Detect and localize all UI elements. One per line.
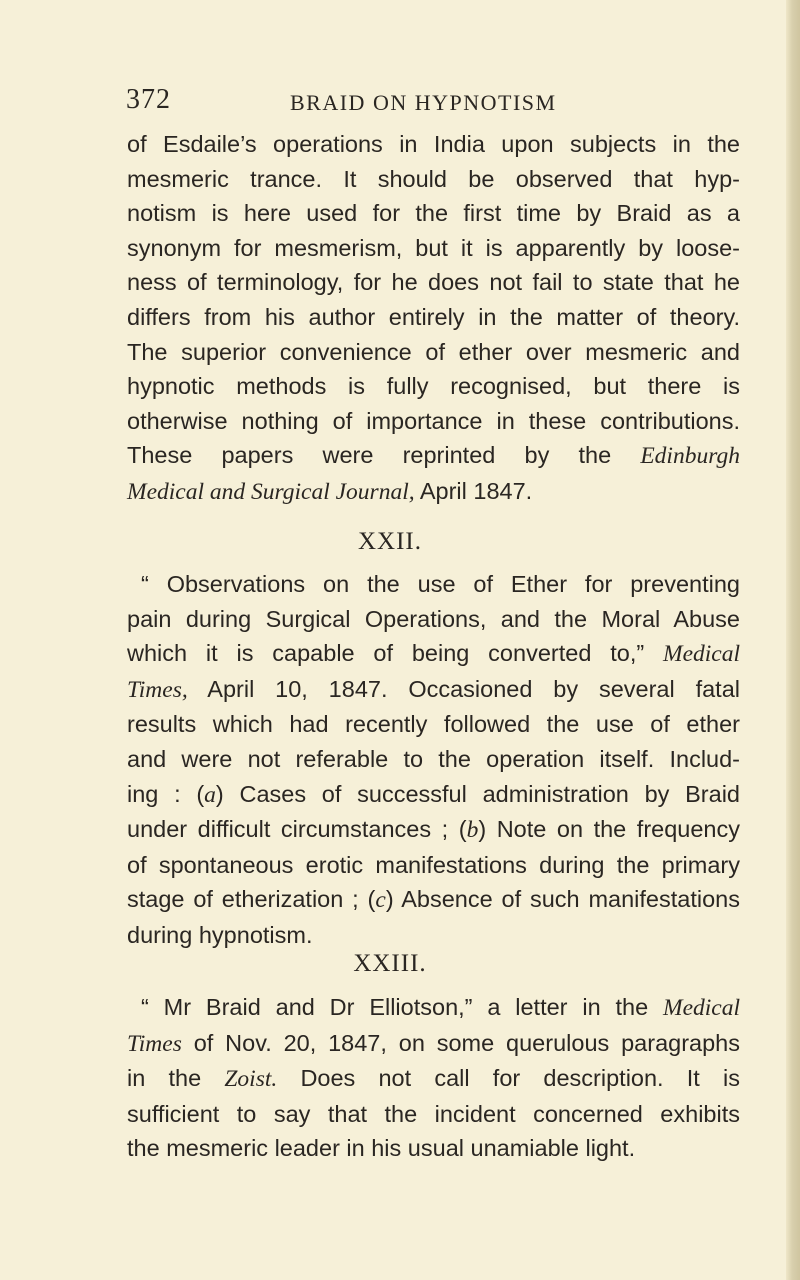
paragraph-esdaile	[127, 127, 740, 510]
text-fragment: These papers were reprinted by the	[127, 442, 641, 469]
text-fragment: ing : (	[127, 780, 205, 807]
item-label-b: b	[466, 817, 479, 844]
text-line: synonym for mesmerism, but it is apparently by loose-	[127, 234, 740, 261]
text-fragment: stage of etherization ; (	[127, 886, 376, 913]
text-line: pain during Surgical Operations, and the Moral Abuse	[127, 605, 740, 632]
text-fragment: under difficult circumstances ; (	[127, 816, 467, 843]
text-line: The superior convenience of ether over mesmeric and	[127, 338, 740, 365]
journal-title: Zoist.	[224, 1066, 278, 1093]
text-line	[127, 438, 740, 474]
section-heading-xxii: XXII.	[357, 528, 422, 555]
journal-title: Medical	[663, 995, 740, 1021]
item-label-c: c	[375, 887, 386, 914]
text-line	[127, 812, 740, 848]
text-line: the mesmeric leader in his usual unamiable light.	[127, 1135, 636, 1162]
text-line: ness of terminology, for he does not fail to state that he	[127, 269, 740, 296]
text-fragment: “ Mr Braid and Dr Elliotson,” a letter in the	[141, 994, 663, 1020]
text-line: results which had recently followed the use of ether	[127, 711, 740, 738]
journal-title: Edinburgh	[640, 443, 740, 470]
page-number: 372	[126, 84, 171, 115]
item-label-a: a	[204, 781, 216, 808]
section-heading-xxiii: XXIII.	[353, 950, 427, 977]
text-line: otherwise nothing of importance in these contributions.	[127, 407, 740, 434]
journal-title: Times,	[127, 676, 188, 703]
running-head: BRAID ON HYPNOTISM	[290, 90, 557, 115]
text-fragment: which it is capable of being converted to,”	[127, 640, 663, 667]
text-line	[127, 474, 740, 510]
text-line	[127, 882, 740, 918]
text-line	[127, 777, 740, 813]
text-line: hypnotic methods is fully recognised, but there is	[127, 373, 740, 400]
publication-date: April 1847.	[414, 477, 533, 504]
text-line	[127, 1061, 740, 1097]
text-line	[127, 672, 740, 708]
text-fragment: Does not call for description. It is	[277, 1065, 740, 1092]
text-line: during hypnotism.	[127, 921, 313, 948]
text-line: notism is here used for the first time by Braid as a	[127, 200, 740, 227]
page-edge-shadow	[786, 0, 800, 1280]
paragraph-xxii	[127, 567, 740, 953]
text-line	[127, 990, 740, 1026]
text-fragment: ) Note on the frequency	[478, 816, 740, 843]
text-fragment: of Nov. 20, 1847, on some querulous paragraphs	[181, 1029, 740, 1056]
text-line: and were not referable to the operation itself. Includ-	[127, 745, 740, 772]
text-line	[127, 1026, 740, 1062]
text-line: mesmeric trance. It should be observed that hyp-	[127, 165, 740, 192]
journal-title: Times	[127, 1030, 182, 1057]
journal-title: Medical and Surgical Journal,	[127, 478, 415, 505]
text-line: of Esdaile’s operations in India upon subjects in the	[127, 131, 740, 157]
text-fragment: ) Cases of successful administration by Braid	[215, 780, 740, 807]
text-fragment: ) Absence of such manifestations	[385, 886, 740, 913]
text-line: of spontaneous erotic manifestations during the primary	[127, 851, 740, 878]
text-fragment: April 10, 1847. Occasioned by several fatal	[187, 675, 740, 702]
text-fragment: in the	[127, 1065, 225, 1092]
text-line	[127, 636, 740, 672]
text-line: “ Observations on the use of Ether for preventing	[141, 571, 740, 597]
page-header	[126, 84, 740, 124]
text-line: differs from his author entirely in the matter of theory.	[127, 303, 740, 330]
text-line: sufficient to say that the incident concerned exhibits	[127, 1100, 740, 1127]
paragraph-xxiii	[127, 990, 740, 1166]
journal-title: Medical	[663, 641, 740, 668]
